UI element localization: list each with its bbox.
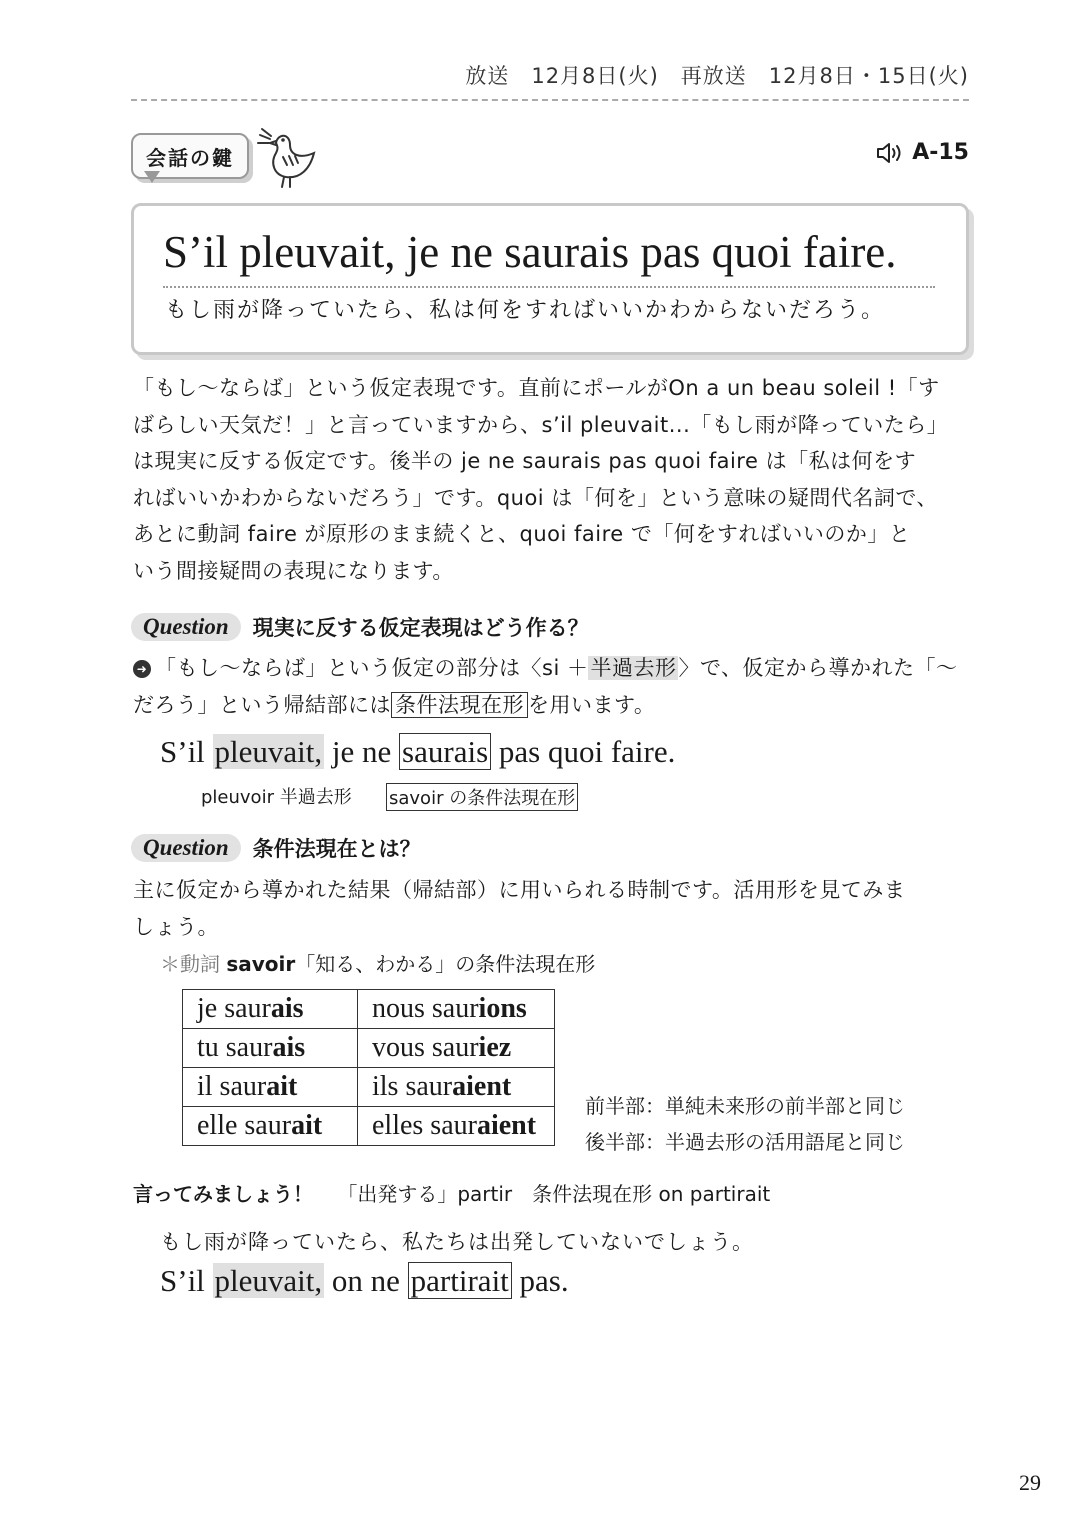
table-row — [183, 990, 555, 1029]
header-divider — [131, 99, 969, 101]
example-text: pas quoi faire. — [491, 734, 676, 769]
question-pill: Question — [131, 613, 241, 641]
example-text: pas. — [511, 1263, 569, 1298]
table-cell: tu saurais — [183, 1029, 358, 1068]
broadcast-schedule: 放送 12月8日(火) 再放送 12月8日・15日(火) — [465, 64, 969, 88]
arrow-right-icon: ➜ — [133, 660, 151, 678]
question2-title: 条件法現在とは？ — [252, 837, 421, 861]
key-sentence-divider — [163, 286, 935, 288]
table-cell: nous saurions — [358, 990, 555, 1029]
example-note-right: savoir の条件法現在形 — [386, 783, 578, 811]
question1-heading — [131, 612, 589, 642]
example-boxed: saurais — [399, 733, 491, 770]
table-cell: je saurais — [183, 990, 358, 1029]
question1-title: 現実に反する仮定表現はどう作る？ — [252, 616, 589, 640]
intro-line: ばらしい天気だ！」と言っていますから、s’il pleuvait...「もし雨が降っていたら」 — [133, 412, 949, 437]
question2-heading — [131, 833, 421, 863]
answer-text: だろう」という帰結部には — [133, 692, 391, 717]
table-cell: vous sauriez — [358, 1029, 555, 1068]
intro-paragraph — [133, 370, 973, 589]
intro-line: は現実に反する仮定です。後半の je ne saurais pas quoi faire は「私は何をす — [133, 449, 917, 473]
example-text: on ne — [324, 1263, 408, 1298]
audio-track[interactable] — [876, 140, 969, 165]
table-row — [183, 1029, 555, 1068]
table-row — [183, 1107, 555, 1146]
example-text: je ne — [324, 734, 400, 769]
example-boxed: partirait — [408, 1262, 512, 1299]
practice-sentence — [160, 1263, 569, 1299]
example-text: S’il — [160, 1263, 213, 1298]
table-cell: elles sauraient — [358, 1107, 555, 1146]
table-cell: elle saurait — [183, 1107, 358, 1146]
intro-line: いう間接疑問の表現になります。 — [133, 558, 454, 583]
note-text: 「知る、わかる」の条件法現在形 — [295, 952, 596, 976]
practice-heading — [133, 1178, 770, 1207]
key-sentence-french: S’il pleuvait, je ne saurais pas quoi faire. — [163, 227, 897, 277]
section-label: 会話の鍵 — [131, 133, 249, 179]
side-note: 前半部：単純未来形の前半部と同じ — [585, 1094, 905, 1118]
practice-japanese: もし雨が降っていたら、私たちは出発していないでしょう。 — [160, 1230, 754, 1254]
conjugation-notes — [585, 1088, 905, 1160]
track-number: A-15 — [912, 140, 969, 165]
answer-boxed-term: 条件法現在形 — [391, 692, 528, 718]
note-star: ＊動詞 — [160, 952, 227, 976]
key-sentence-japanese: もし雨が降っていたら、私は何をすればいいかわからないだろう。 — [165, 298, 886, 323]
example-shaded: pleuvait, — [214, 1263, 323, 1298]
question1-answer — [133, 650, 973, 723]
example-sentence-1 — [160, 734, 675, 770]
practice-instruction: 「出発する」partir 条件法現在形 on partirait — [337, 1182, 771, 1206]
example-text: S’il — [160, 734, 213, 769]
answer-text: 〉で、仮定から導かれた「～ — [678, 656, 958, 680]
side-note: 後半部：半過去形の活用語尾と同じ — [585, 1130, 905, 1154]
answer-text: しょう。 — [133, 914, 219, 939]
bird-icon — [256, 125, 322, 189]
answer-text: 「もし～ならば」という仮定の部分は〈si ＋ — [155, 656, 589, 680]
question-pill: Question — [131, 834, 241, 862]
conjugation-table — [182, 989, 555, 1146]
table-cell: il saurait — [183, 1068, 358, 1107]
answer-text: 主に仮定から導かれた結果（帰結部）に用いられる時制です。活用形を見てみま — [133, 878, 906, 902]
question2-answer — [133, 872, 973, 945]
verb-note — [160, 948, 595, 977]
page-number: 29 — [1019, 1470, 1041, 1495]
intro-line: 「もし～ならば」という仮定表現です。直前にポールがOn a un beau soleil !「す — [133, 376, 940, 400]
table-cell: ils sauraient — [358, 1068, 555, 1107]
answer-shaded-term: 半過去形 — [590, 656, 677, 680]
intro-line: ればいいかわからないだろう」です。quoi は「何を」という意味の疑問代名詞で、 — [133, 485, 938, 510]
speaker-icon — [876, 141, 906, 165]
table-row — [183, 1068, 555, 1107]
bubble-tail — [144, 171, 160, 183]
answer-text: を用います。 — [528, 692, 656, 717]
practice-title: 言ってみましょう！ — [133, 1182, 313, 1206]
intro-line: あとに動詞 faire が原形のまま続くと、quoi faire で「何をすればいいのか」と — [133, 522, 911, 546]
example-shaded: pleuvait, — [214, 734, 323, 769]
example-note-left: pleuvoir 半過去形 — [201, 787, 352, 808]
verb-name: savoir — [226, 952, 296, 976]
